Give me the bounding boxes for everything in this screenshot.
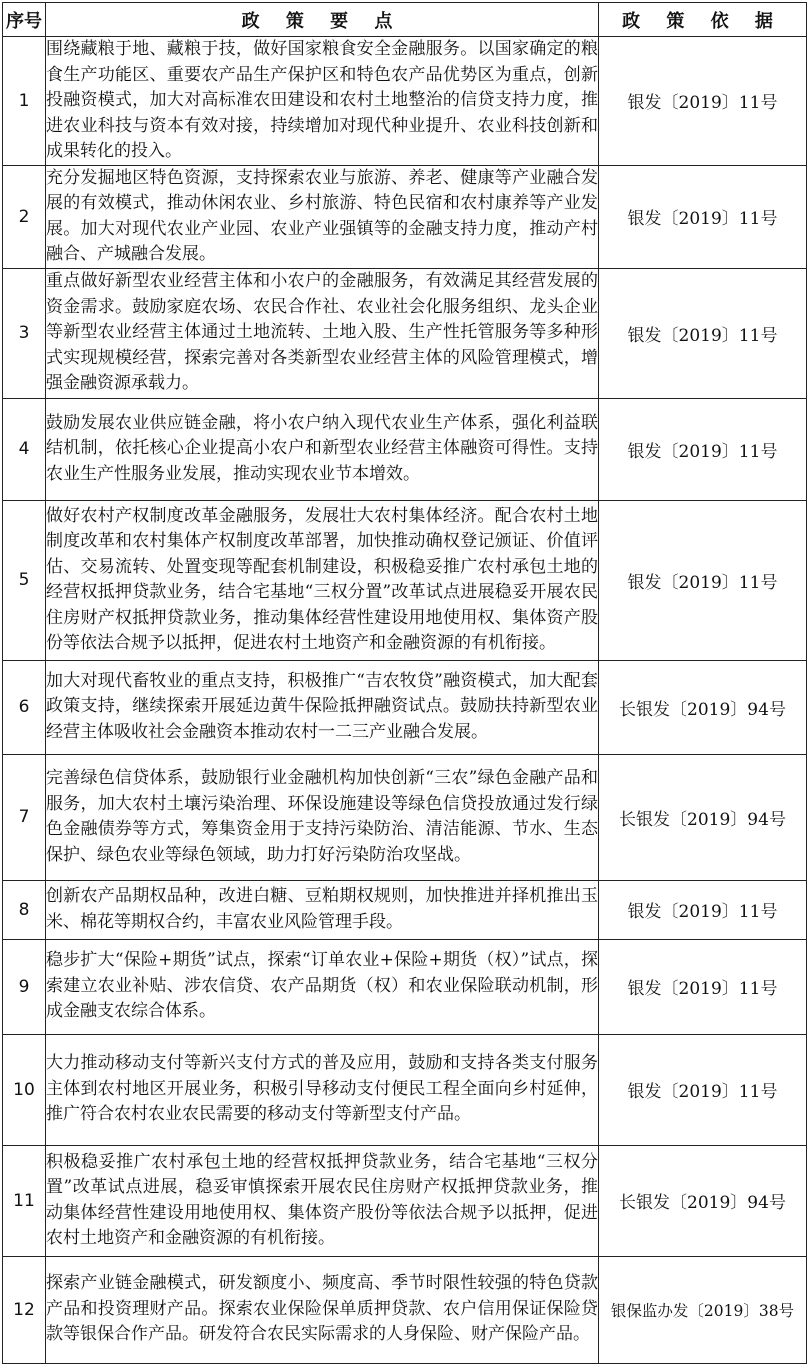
row-number: 12 <box>3 1256 46 1363</box>
policy-basis-text: 银发〔2019〕11号 <box>599 37 807 166</box>
policy-basis-text: 银发〔2019〕11号 <box>599 500 807 660</box>
header-policy-basis: 政 策 依 据 <box>599 3 807 37</box>
table-body <box>3 37 807 1364</box>
policy-point-text: 探索产业链金融模式，研发额度小、频度高、季节时限性较强的特色贷款产品和投资理财产品。探索农业保险保单质押贷款、农户信用保证保险贷款等银保合作产品。研发符合农民实际需求的人身保险、财产保险产品。 <box>46 1256 599 1363</box>
table-row <box>3 165 807 268</box>
policy-point-text: 加大对现代畜牧业的重点支持，积极推广“吉农牧贷”融资模式，加大配套政策支持，继续探索开展延边黄牛保险抵押融资试点。鼓励扶持新型农业经营主体吸收社会金融资本推动农村一二三产业融合发展。 <box>46 660 599 754</box>
policy-basis-text: 长银发〔2019〕94号 <box>599 1145 807 1256</box>
row-number: 3 <box>3 268 46 398</box>
policy-point-text: 完善绿色信贷体系，鼓励银行业金融机构加快创新“三农”绿色金融产品和服务，加大农村土壤污染治理、环保设施建设等绿色信贷投放通过发行绿色金融债券等方式，筹集资金用于支持污染防治、清洁能源、节水、生态保护、绿色农业等绿色领域，助力打好污染防治攻坚战。 <box>46 754 599 880</box>
policy-point-text: 充分发掘地区特色资源，支持探索农业与旅游、养老、健康等产业融合发展的有效模式，推动休闲农业、乡村旅游、特色民宿和农村康养等产业发展。加大对现代农业产业园、农业产业强镇等的金融支持力度，推动产村融合、产城融合发展。 <box>46 165 599 268</box>
row-number: 5 <box>3 500 46 660</box>
table-header <box>3 3 807 37</box>
row-number: 8 <box>3 880 46 939</box>
policy-point-text: 创新农产品期权品种，改进白糖、豆粕期权规则，加快推进并择机推出玉米、棉花等期权合约，丰富农业风险管理手段。 <box>46 880 599 939</box>
policy-basis-text: 银发〔2019〕11号 <box>599 268 807 398</box>
row-number: 7 <box>3 754 46 880</box>
policy-basis-text: 银发〔2019〕11号 <box>599 1034 807 1145</box>
policy-basis-text: 银发〔2019〕11号 <box>599 880 807 939</box>
policy-point-text: 鼓励发展农业供应链金融，将小农户纳入现代农业生产体系，强化利益联结机制，依托核心企业提高小农户和新型农业经营主体融资可得性。支持农业生产性服务业发展，推动实现农业节本增效。 <box>46 398 599 500</box>
table-row <box>3 880 807 939</box>
row-number: 9 <box>3 939 46 1034</box>
policy-basis-text: 银发〔2019〕11号 <box>599 398 807 500</box>
row-number: 10 <box>3 1034 46 1145</box>
table-row <box>3 398 807 500</box>
policy-point-text: 大力推动移动支付等新兴支付方式的普及应用，鼓励和支持各类支付服务主体到农村地区开展业务，积极引导移动支付便民工程全面向乡村延伸，推广符合农村农业农民需要的移动支付等新型支付产品。 <box>46 1034 599 1145</box>
table-row <box>3 37 807 166</box>
row-number: 1 <box>3 37 46 166</box>
policy-point-text: 稳步扩大“保险+期货”试点，探索“订单农业+保险+期货（权）”试点，探索建立农业补贴、涉农信贷、农产品期货（权）和农业保险联动机制，形成金融支农综合体系。 <box>46 939 599 1034</box>
policy-basis-text: 长银发〔2019〕94号 <box>599 754 807 880</box>
policy-basis-text: 银发〔2019〕11号 <box>599 939 807 1034</box>
table-row <box>3 500 807 660</box>
header-policy-points: 政 策 要 点 <box>46 3 599 37</box>
table-row <box>3 268 807 398</box>
row-number: 11 <box>3 1145 46 1256</box>
policy-point-text: 积极稳妥推广农村承包土地的经营权抵押贷款业务，结合宅基地“三权分置”改革试点进展，稳妥审慎探索开展农民住房财产权抵押贷款业务，推动集体经营性建设用地使用权、集体资产股份等依法合规予以抵押，促进农村土地资产和金融资源的有机衔接。 <box>46 1145 599 1256</box>
row-number: 2 <box>3 165 46 268</box>
table-row <box>3 1145 807 1256</box>
policy-point-text: 围绕藏粮于地、藏粮于技，做好国家粮食安全金融服务。以国家确定的粮食生产功能区、重要农产品生产保护区和特色农产品优势区为重点，创新投融资模式，加大对高标准农田建设和农村土地整治的信贷支持力度，推进农业科技与资本有效对接，持续增加对现代种业提升、农业科技创新和成果转化的投入。 <box>46 37 599 166</box>
header-serial-number: 序号 <box>3 3 46 37</box>
row-number: 6 <box>3 660 46 754</box>
policy-basis-text: 银保监办发〔2019〕38号 <box>599 1256 807 1363</box>
row-number: 4 <box>3 398 46 500</box>
policy-point-text: 做好农村产权制度改革金融服务，发展壮大农村集体经济。配合农村土地制度改革和农村集体产权制度改革部署，加快推动确权登记颁证、价值评估、交易流转、处置变现等配套机制建设，积极稳妥推广农村承包土地的经营权抵押贷款业务，结合宅基地“三权分置”改革试点进展稳妥开展农民住房财产权抵押贷款业务，推动集体经营性建设用地使用权、集体资产股份等依法合规予以抵押，促进农村土地资产和金融资源的有机衔接。 <box>46 500 599 660</box>
table-row <box>3 754 807 880</box>
policy-point-text: 重点做好新型农业经营主体和小农户的金融服务，有效满足其经营发展的资金需求。鼓励家庭农场、农民合作社、农业社会化服务组织、龙头企业等新型农业经营主体通过土地流转、土地入股、生产性托管服务等多种形式实现规模经营，探索完善对各类新型农业经营主体的风险管理模式，增强金融资源承载力。 <box>46 268 599 398</box>
policy-basis-text: 银发〔2019〕11号 <box>599 165 807 268</box>
table-row <box>3 1256 807 1363</box>
table-row <box>3 939 807 1034</box>
table-row <box>3 660 807 754</box>
header-row <box>3 3 807 37</box>
policy-table <box>2 2 807 1364</box>
table-row <box>3 1034 807 1145</box>
policy-basis-text: 长银发〔2019〕94号 <box>599 660 807 754</box>
